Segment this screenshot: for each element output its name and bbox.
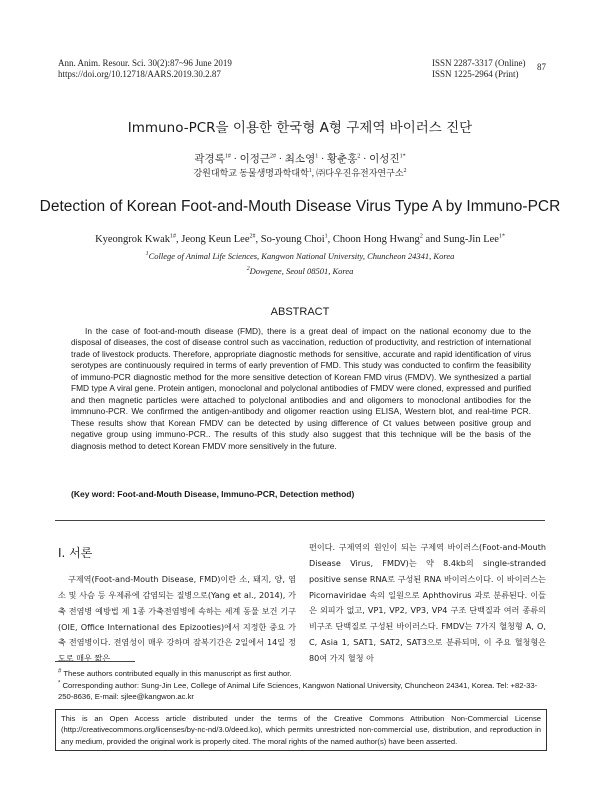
journal-citation: Ann. Anim. Resour. Sci. 30(2):87~96 June 2019 xyxy=(58,58,232,68)
affiliation-mark: 2 xyxy=(403,168,407,174)
korean-affiliation-1: 강원대학교 동물생명과학대학 xyxy=(193,168,309,178)
abstract-heading: ABSTRACT xyxy=(270,306,330,318)
author-mark: 1 xyxy=(324,233,328,240)
section-divider xyxy=(55,520,545,521)
affiliation-separator: , xyxy=(311,168,317,178)
affiliation-mark: 2 xyxy=(246,266,250,273)
author-separator: , xyxy=(176,234,182,245)
english-authors xyxy=(0,234,600,245)
author-separator: and xyxy=(422,234,444,245)
author-separator: , xyxy=(327,234,333,245)
author-separator: , xyxy=(255,234,261,245)
author-mark: 2 xyxy=(419,233,423,240)
english-author: So-young Choi xyxy=(260,234,325,245)
english-author: Choon Hong Hwang xyxy=(332,234,420,245)
english-author: Kyeongrok Kwak xyxy=(95,234,171,245)
issn-online: ISSN 2287-3317 (Online) xyxy=(432,58,526,68)
affiliation-text: Dowgene, Seoul 08501, Korea xyxy=(249,266,354,276)
abstract-body: In the case of foot-and-mouth disease (FMD), there is a great deal of impact on the national economy due to the disposal of diseases, the cost of disease control such as vaccination, reduction of productivity, and restriction of international trade of livestock products. Therefore, appropriate diagnostic methods for sensitive, accurate and rapid identification of virus serotypes are continuously required in terms of early prevention of FMD. This study was conducted to confirm the feasibility of immuno-PCR diagnostic method for the more sensitive detection of Korean FMD virus (FMDV). We synthesized a partial FMD type A viral gene. Protein antigen, monoclonal and polyclonal antibodies of FMDV were cloned, expressed and purified and then magnetic particles were attached to polyclonal antibodies and and oligomers to monoclonal antibodies for the immnuno-PCR. We confirmed the antigen-antibody and oligomer reaction using ELISA, Western blot, and real-time PCR. These results show that Korean FMDV can be detected by using difference of Ct values between positive group and negative group using immuno-PCR.. The results of this study also suggest that this technique will be the basis of the diagnosis method to detect Korean FMDV more sensitively in the future. xyxy=(71,326,531,451)
section-heading-introduction: Ⅰ. 서론 xyxy=(58,546,93,560)
body-column-right: 편이다. 구제역의 원인이 되는 구제역 바이러스(Foot-and-Mouth Disease Virus, FMDV)는 약 8.4kb의 single-stranded positive sense RNA로 구성된 RNA 바이러스이다. 이 바이러스는 Picornaviridae 속의 일원으로 Aphthovirus 과로 분류된다. 이들은 외피가 없고, VP1, VP2, VP3, VP4 구조 단백질과 여러 종류의 비구조 단백질로 구성된 바이러스다. FMDV는 7가지 혈청형 A, O, C, Asia 1, SAT1, SAT2, SAT3으로 분류되며, 이 주요 혈청형은 80여 가지 혈청 아 xyxy=(309,542,546,663)
issn-print: ISSN 1225-2964 (Print) xyxy=(432,69,519,79)
footnote-mark: * xyxy=(58,680,61,687)
english-affiliation-2 xyxy=(0,266,600,276)
english-author: Sung-Jin Lee xyxy=(443,234,499,245)
author-mark: 2 xyxy=(357,153,361,160)
footnote-mark: # xyxy=(58,668,62,675)
author-mark: 1 xyxy=(315,153,319,160)
korean-affiliation-2: ㈜다우진유전자연구소 xyxy=(316,168,404,178)
footnote-corresponding-author xyxy=(58,681,550,702)
english-author: Jeong Keun Lee xyxy=(181,234,250,245)
author-separator: · xyxy=(230,154,240,165)
author-mark: 1# xyxy=(224,153,231,160)
korean-author: 이정근 xyxy=(239,154,271,165)
author-separator: · xyxy=(360,154,370,165)
page-number: 87 xyxy=(537,62,546,72)
doi-link[interactable]: https://doi.org/10.12718/AARS.2019.30.2.87 xyxy=(58,69,221,79)
author-mark: 2# xyxy=(249,233,256,240)
author-mark: 2# xyxy=(270,153,277,160)
author-separator: · xyxy=(276,154,285,165)
author-separator: · xyxy=(318,154,327,165)
english-affiliation-1 xyxy=(0,251,600,261)
footnote-equal-contribution xyxy=(58,669,550,680)
korean-author: 곽경록 xyxy=(194,154,225,165)
affiliation-mark: 1 xyxy=(308,168,312,174)
footnote-divider xyxy=(55,661,135,662)
korean-affiliation xyxy=(0,166,600,179)
korean-authors xyxy=(0,151,600,166)
author-mark: 1# xyxy=(170,233,177,240)
korean-title: Immuno-PCR을 이용한 한국형 A형 구제역 바이러스 진단 xyxy=(127,120,473,136)
affiliation-text: College of Animal Life Sciences, Kangwon National University, Chuncheon 24341, Korea xyxy=(148,251,455,261)
affiliation-mark: 1 xyxy=(145,251,149,258)
footnote-text: These authors contributed equally in this manuscript as first author. xyxy=(63,669,292,678)
license-notice: This is an Open Access article distributed under the terms of the Creative Commons Attribution Non-Commercial License (http://creativecommons.org/licenses/by-nc-nd/3.0/deed.ko), which permits unrestricted non-commercial use, distribution, and reproduction in any medium, provided the original work is properly cited. The moral rights of the named author(s) have been asserted. xyxy=(55,709,547,751)
author-mark: 1* xyxy=(399,153,406,160)
footnote-text: Corresponding author: Sung-Jin Lee, College of Animal Life Sciences, Kangwon National University, Chuncheon 24341, Korea. Tel: +82-33-250-8636, E-mail: sjlee@kangwon.ac.kr xyxy=(58,681,538,701)
korean-author: 이성진 xyxy=(369,154,400,165)
english-title: Detection of Korean Foot-and-Mouth Disease Virus Type A by Immuno-PCR xyxy=(39,198,561,215)
korean-author: 최소영 xyxy=(284,154,316,165)
body-column-left: 구제역(Foot-and-Mouth Disease, FMD)이란 소, 돼지, 양, 염소 및 사슴 등 우제류에 감염되는 질병으로(Yang et al., 2014), 가축 전염병 예방법 제 1종 가축전염병에 속하는 세계 동물 보건 기구(OIE, Office International des Epizooties)에서 지정한 중요 가축 전염병이다. 전염성이 매우 강하며 잠복기간은 2일에서 14일 정도로 매우 짧은 xyxy=(58,574,296,664)
keywords: (Key word: Foot-and-Mouth Disease, Immuno-PCR, Detection method) xyxy=(71,489,355,499)
korean-author: 황춘홍 xyxy=(326,154,358,165)
author-mark: 1* xyxy=(498,233,505,240)
